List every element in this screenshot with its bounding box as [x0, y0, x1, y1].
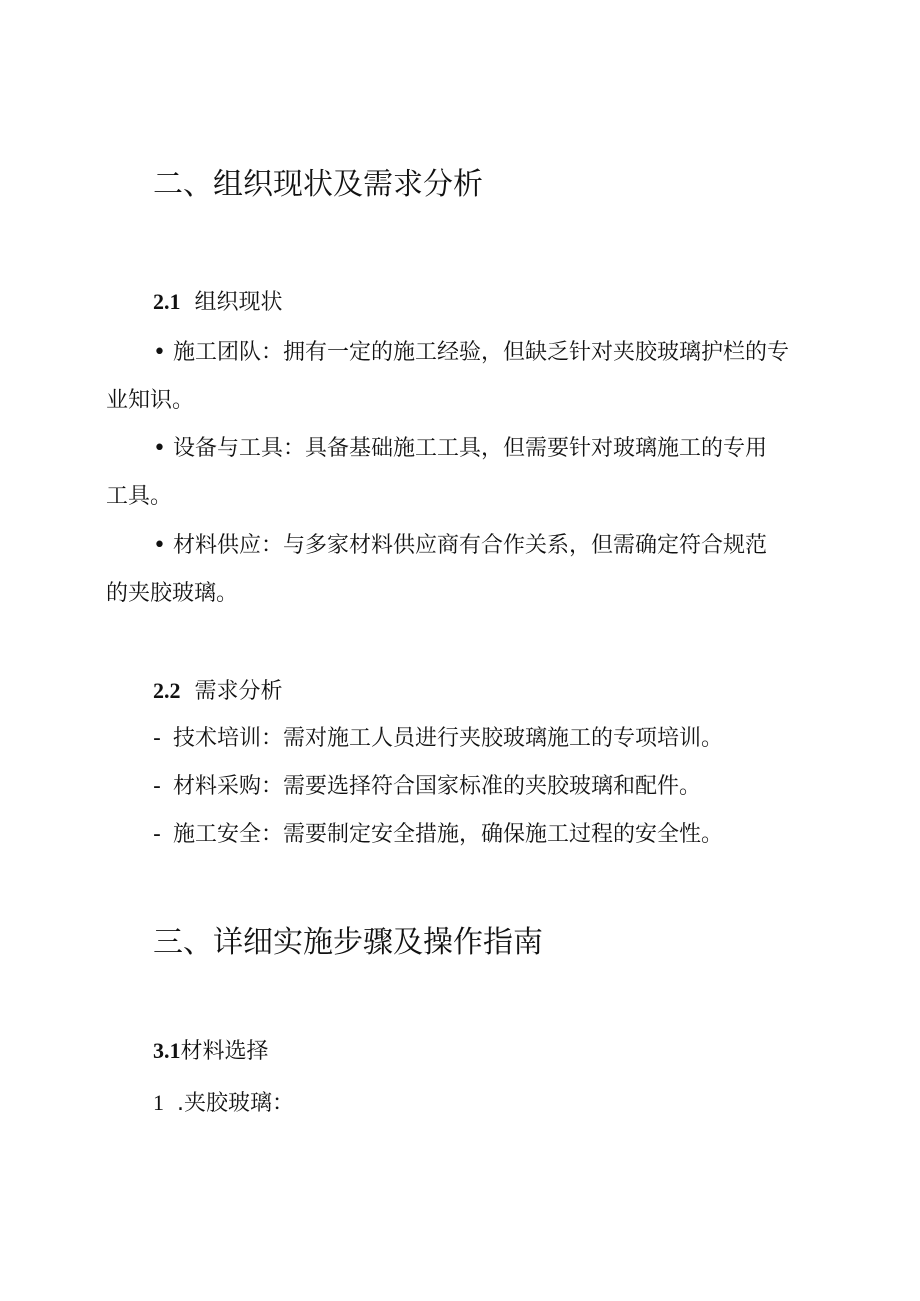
bullet-marker: • — [153, 340, 166, 365]
subsection-2-1-heading — [153, 287, 283, 318]
dash-item-3 — [153, 820, 723, 850]
section-3-heading: 三、详细实施步骤及操作指南 — [153, 925, 543, 960]
dash-item-2 — [153, 772, 701, 802]
subsection-2-2-heading — [153, 676, 283, 707]
subsection-number: 3.1 — [153, 1038, 181, 1063]
subsection-title: 需求分析 — [194, 679, 283, 704]
bullet-text: 设备与工具：具备基础施工工具，但需要针对玻璃施工的专用 — [173, 436, 768, 461]
list-number: 1 — [153, 1090, 164, 1115]
subsection-number: 2.2 — [153, 678, 181, 703]
dash-marker: - — [153, 726, 161, 751]
bullet-marker: • — [153, 533, 166, 558]
dash-item-1 — [153, 724, 723, 754]
subsection-3-1-heading — [153, 1036, 269, 1067]
subsection-number: 2.1 — [153, 289, 181, 314]
dash-text: 材料采购：需要选择符合国家标准的夹胶玻璃和配件。 — [173, 774, 702, 799]
section-2-heading: 二、组织现状及需求分析 — [153, 167, 483, 202]
bullet-item-2-line-1 — [153, 434, 767, 464]
subsection-title: 材料选择 — [180, 1039, 269, 1064]
dash-marker: - — [153, 774, 161, 799]
bullet-marker: • — [153, 436, 166, 461]
bullet-item-1-line-1 — [153, 338, 789, 368]
bullet-text: 材料供应：与多家材料供应商有合作关系，但需确定符合规范 — [173, 533, 768, 558]
dash-text: 技术培训：需对施工人员进行夹胶玻璃施工的专项培训。 — [173, 726, 724, 751]
bullet-item-3-line-1 — [153, 531, 767, 561]
dash-text: 施工安全：需要制定安全措施，确保施工过程的安全性。 — [173, 822, 724, 847]
dash-marker: - — [153, 822, 161, 847]
subsection-title: 组织现状 — [194, 290, 283, 315]
bullet-item-2-line-2: 工具。 — [106, 484, 173, 509]
bullet-item-3-line-2: 的夹胶玻璃。 — [106, 581, 239, 606]
list-text: .夹胶玻璃： — [177, 1091, 294, 1116]
bullet-text: 施工团队：拥有一定的施工经验，但缺乏针对夹胶玻璃护栏的专 — [173, 340, 790, 365]
bullet-item-1-line-2: 业知识。 — [106, 388, 195, 413]
numbered-item-1 — [153, 1088, 294, 1119]
